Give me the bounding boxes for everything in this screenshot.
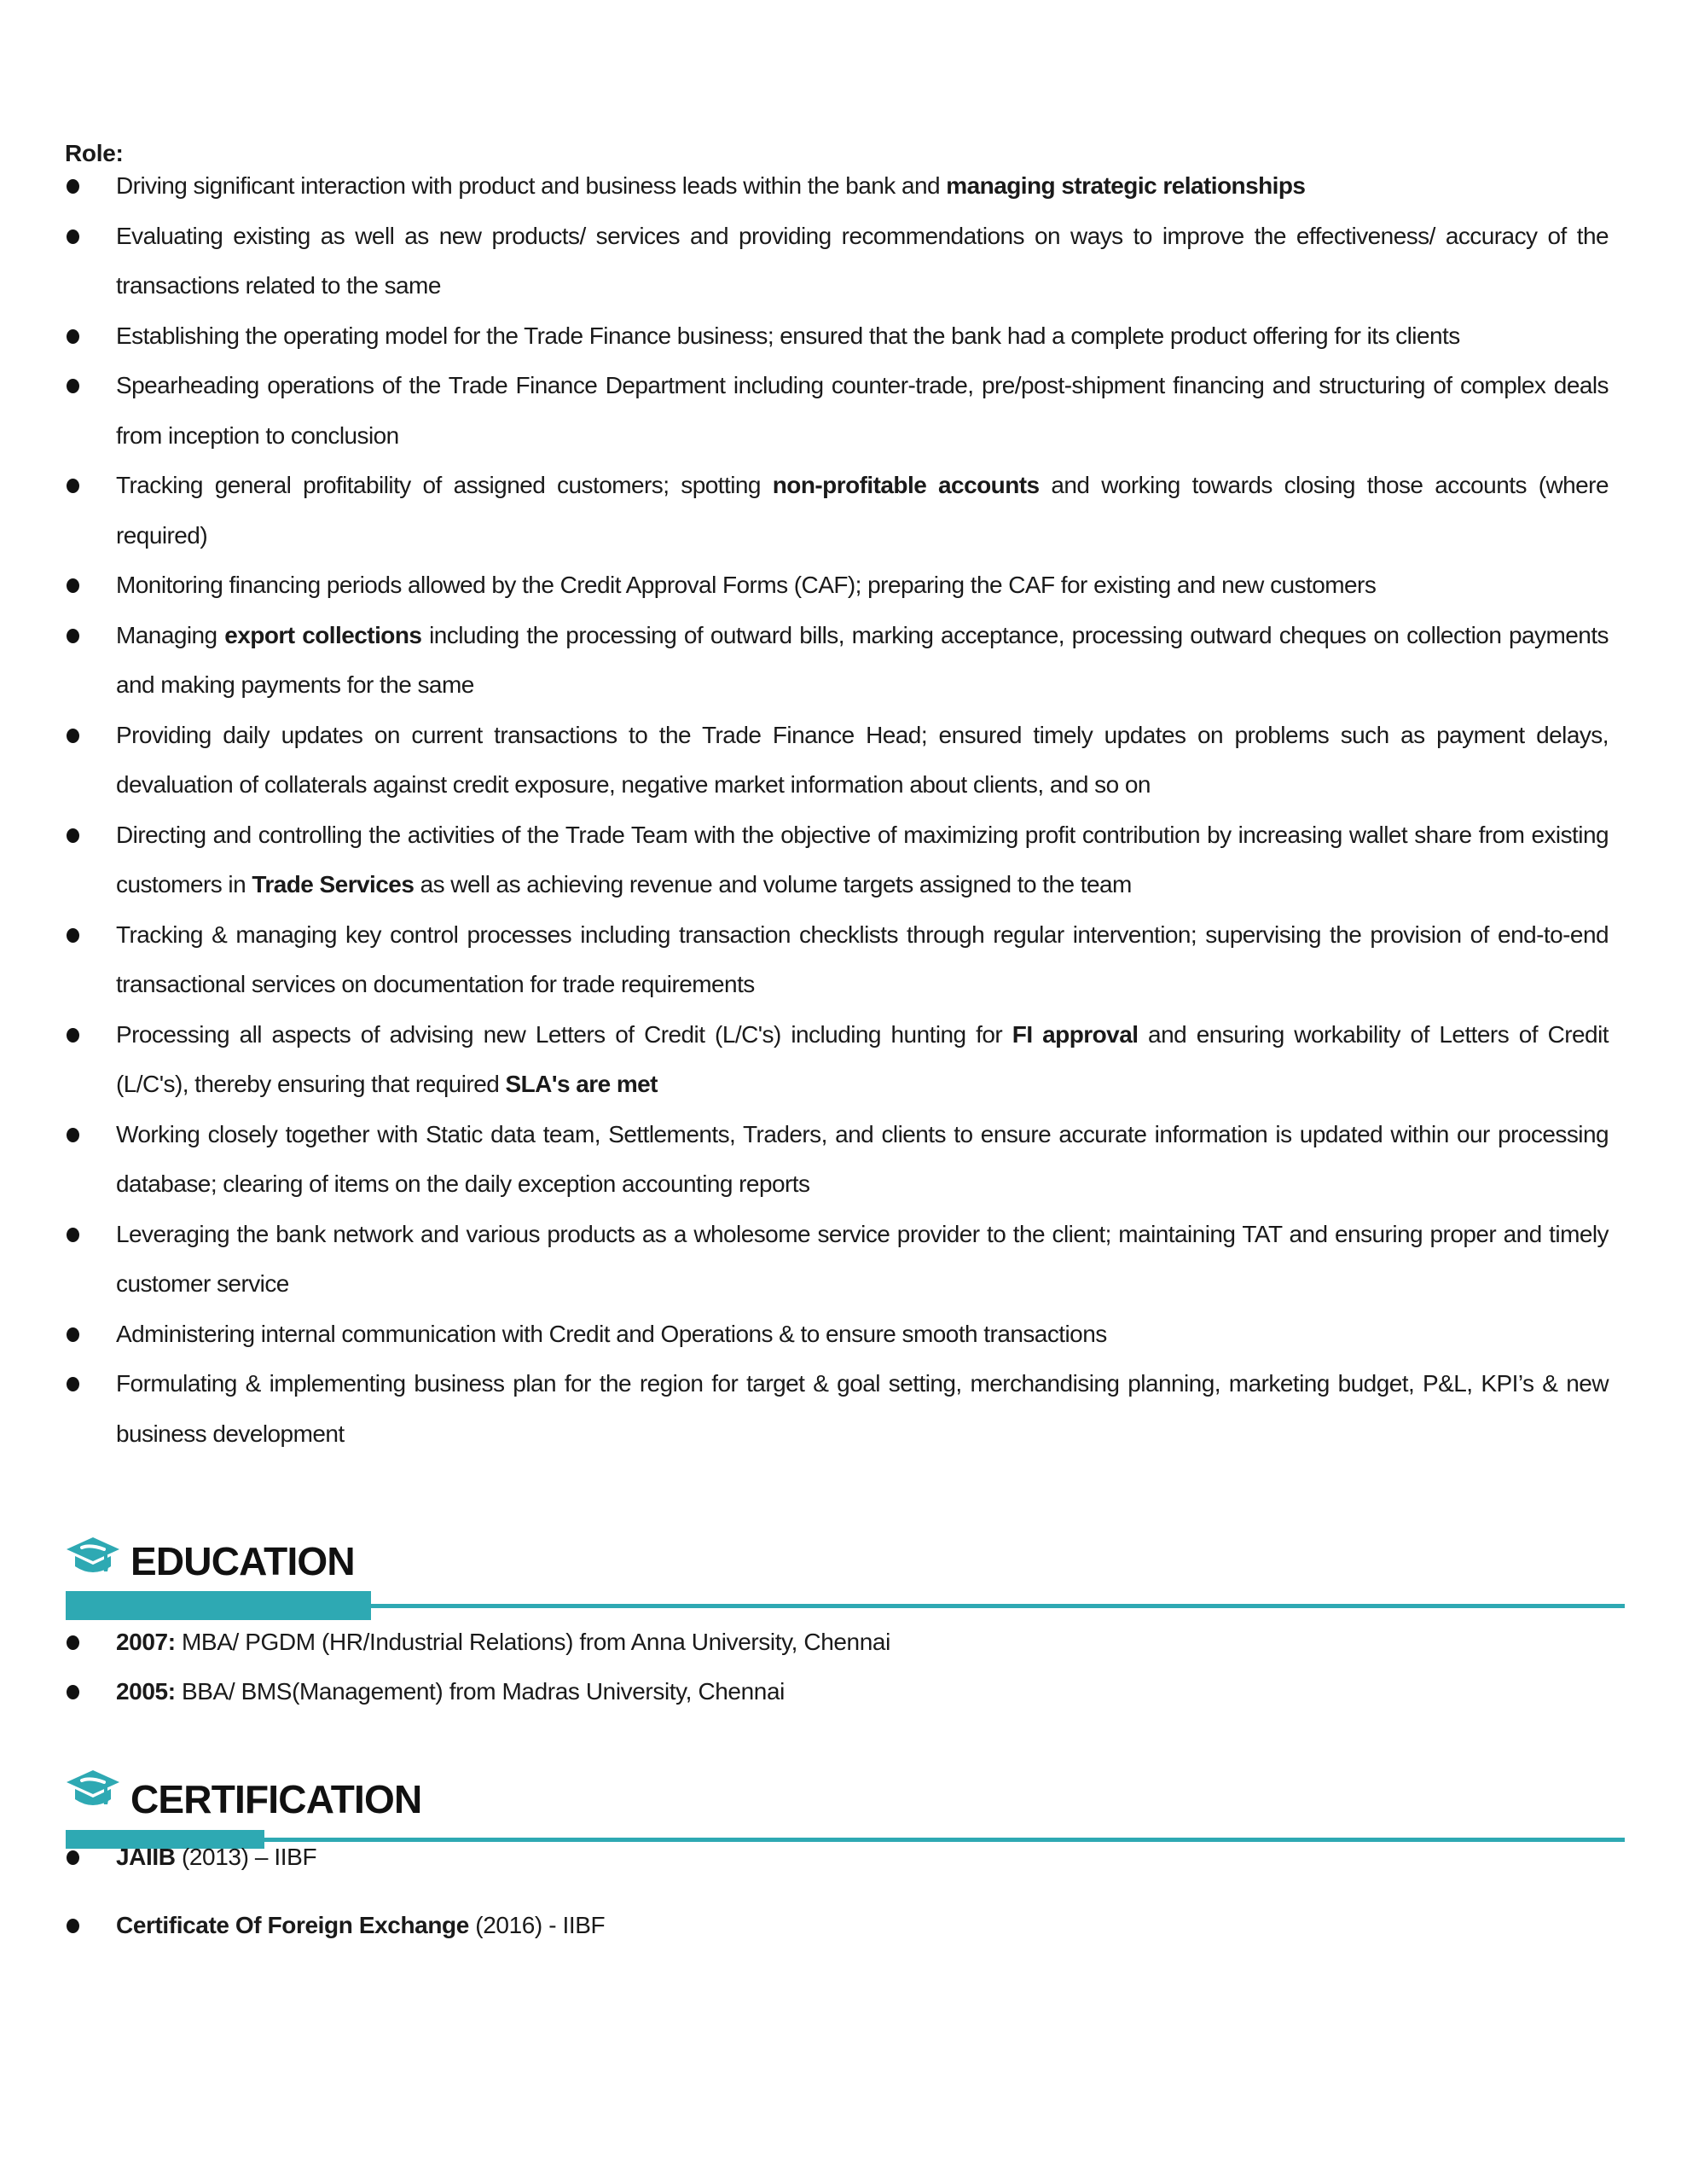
role-bullet	[116, 161, 1609, 212]
certification-item	[116, 1840, 316, 1874]
bullet-icon	[67, 229, 79, 244]
bullet-icon	[67, 578, 79, 593]
role-bullet	[116, 561, 1609, 611]
role-bullet-text: Spearheading operations of the Trade Finance Department including counter-trade, pre/post-shipment financing and structuring of complex deals from inception to conclusion	[116, 372, 1609, 449]
bullet-icon	[67, 479, 79, 493]
role-bullet	[116, 1210, 1609, 1310]
bullet-icon	[67, 629, 79, 643]
bullet-icon	[67, 379, 79, 393]
role-bullet-text: Directing and controlling the activities of the Trade Team with the objective of maximizing profit contribution by increasing wallet share from existing customers in	[116, 821, 1609, 897]
role-bullet-emphasis: FI approval	[1012, 1020, 1139, 1048]
role-bullet	[116, 1310, 1609, 1360]
role-bullet	[116, 461, 1609, 561]
bullet-icon	[67, 928, 79, 943]
role-bullet-emphasis: managing strategic relationships	[946, 172, 1306, 199]
certification-item	[116, 1908, 605, 1943]
role-bullet	[116, 1110, 1609, 1210]
certification-title: CERTIFICATION	[130, 1777, 422, 1821]
graduation-cap-icon	[65, 1536, 121, 1582]
role-bullet-emphasis: SLA's are met	[505, 1071, 658, 1097]
bullet-icon	[67, 179, 79, 194]
education-item	[116, 1675, 785, 1709]
role-bullet	[116, 711, 1609, 810]
role-bullet	[116, 1359, 1609, 1459]
role-bullet-text: Tracking & managing key control processes including transaction checklists through regular intervention; supervising the provision of end-to-end transactional services on documentation for trade requirements	[116, 921, 1609, 997]
bullet-icon	[67, 1919, 79, 1933]
role-bullet	[116, 1010, 1609, 1110]
role-bullet-text: as well as achieving revenue and volume targets assigned to the team	[414, 871, 1132, 897]
role-bullet-text: Working closely together with Static data team, Settlements, Traders, and clients to ensure accurate information is updated within our processing database; clearing of items on the daily exception accounting reports	[116, 1120, 1609, 1197]
role-bullet	[116, 361, 1609, 461]
role-bullet-text: and ensuring workability of Letters of Credit (L/C's), thereby ensuring that required	[116, 1020, 1609, 1097]
education-text: MBA/ PGDM (HR/Industrial Relations) from Anna University, Chennai	[175, 1629, 890, 1655]
bullet-icon	[67, 1128, 79, 1142]
education-year: 2005:	[116, 1678, 176, 1705]
role-bullet	[116, 910, 1609, 1010]
certification-text: (2013) – IIBF	[175, 1844, 317, 1870]
role-bullet-text: Managing	[116, 621, 225, 648]
bullet-icon	[67, 1635, 79, 1650]
role-bullet	[116, 810, 1609, 910]
role-bullet-text: Evaluating existing as well as new products/ services and providing recommendations on ways to improve the effectiveness/ accuracy of the transactions related to the same	[116, 222, 1609, 299]
education-year: 2007:	[116, 1629, 176, 1655]
bullet-icon	[67, 828, 79, 843]
bullet-icon	[67, 1685, 79, 1699]
role-bullet-text: Establishing the operating model for the Trade Finance business; ensured that the bank had a complete product offering for its clients	[116, 322, 1460, 349]
role-bullet-text: Monitoring financing periods allowed by the Credit Approval Forms (CAF); preparing the CAF for existing and new customers	[116, 572, 1377, 598]
role-bullet	[116, 212, 1609, 311]
certification-text: (2016) - IIBF	[468, 1912, 606, 1938]
bullet-icon	[67, 729, 79, 743]
role-bullet-text: Processing all aspects of advising new Letters of Credit (L/C's) including hunting for	[116, 1020, 1012, 1048]
bullet-icon	[67, 1377, 79, 1391]
role-bullet-text: Tracking general profitability of assigned customers; spotting	[116, 472, 773, 498]
role-bullet-text: Providing daily updates on current transactions to the Trade Finance Head; ensured timely updates on problems such as payment delays, devaluation of collaterals against credit exposure, negative market information about clients, and so on	[116, 721, 1609, 798]
bullet-icon	[67, 1028, 79, 1043]
education-text: BBA/ BMS(Management) from Madras University, Chennai	[175, 1678, 785, 1705]
certification-name: JAIIB	[116, 1844, 176, 1870]
bullet-icon	[67, 329, 79, 344]
bullet-icon	[67, 1327, 79, 1342]
role-bullet-emphasis: Trade Services	[252, 871, 415, 897]
role-bullet-text: Driving significant interaction with product and business leads within the bank and	[116, 172, 947, 199]
role-bullet	[116, 611, 1609, 711]
education-item	[116, 1625, 890, 1659]
certification-name: Certificate Of Foreign Exchange	[116, 1912, 469, 1938]
bullet-icon	[67, 1228, 79, 1242]
certification-rule-line	[264, 1838, 1625, 1842]
role-bullet-text: Leveraging the bank network and various products as a wholesome service provider to the client; maintaining TAT and ensuring proper and timely customer service	[116, 1220, 1609, 1297]
role-label: Role:	[65, 140, 124, 166]
role-bullet-text: including the processing of outward bills, marking acceptance, processing outward cheques on collection payments and making payments for the same	[116, 621, 1609, 698]
bullet-icon	[67, 1850, 79, 1865]
role-bullet-text: and working towards closing those accounts (where required)	[116, 472, 1609, 549]
graduation-cap-icon	[65, 1769, 121, 1815]
role-bullet-emphasis: export collections	[224, 621, 422, 648]
role-bullet-emphasis: non-profitable accounts	[772, 472, 1040, 498]
role-bullet	[116, 311, 1609, 362]
role-bullet-text: Formulating & implementing business plan for the region for target & goal setting, merchandising planning, marketing budget, P&L, KPI’s & new business development	[116, 1370, 1609, 1447]
role-bullet-text: Administering internal communication with Credit and Operations & to ensure smooth transactions	[116, 1320, 1107, 1347]
education-rule-line	[371, 1604, 1625, 1608]
education-rule-accent	[66, 1591, 371, 1620]
education-title: EDUCATION	[130, 1539, 355, 1583]
